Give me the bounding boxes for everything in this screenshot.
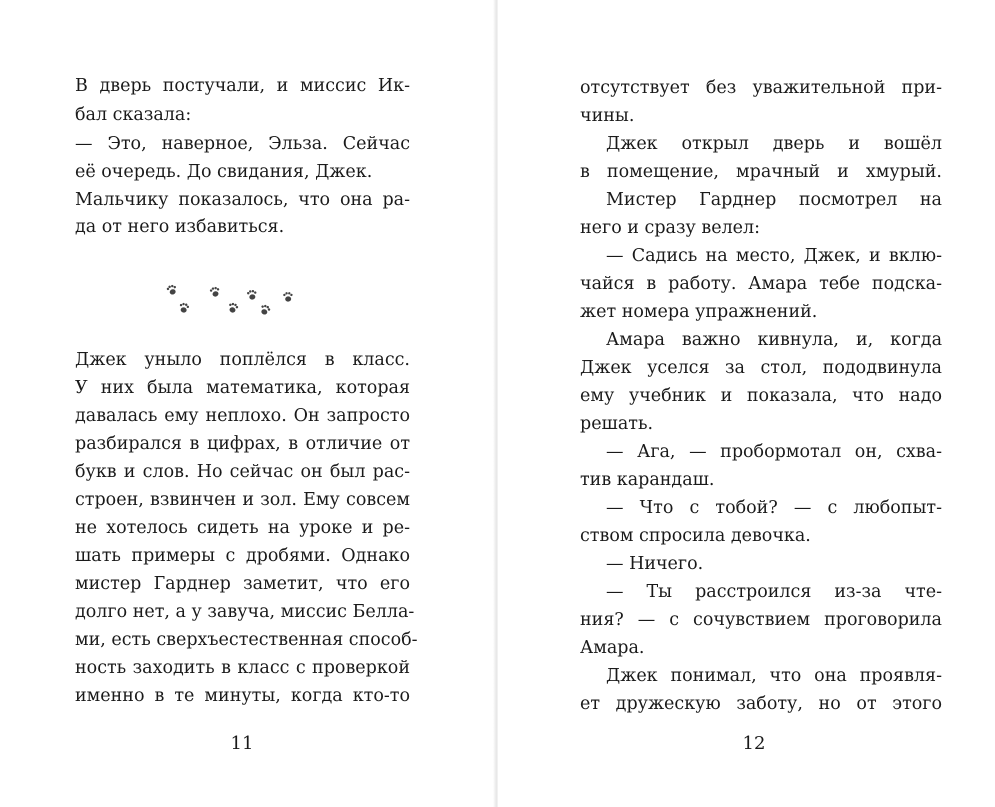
text-line: букв и слов. Но сейчас он был рас- bbox=[75, 462, 410, 482]
text-line: ством спросила девочка. bbox=[580, 526, 811, 546]
text-line: ему учебник и показала, что надо bbox=[580, 386, 942, 406]
left-page bbox=[0, 0, 497, 807]
text-line: Джек понимал, что она проявля- bbox=[606, 666, 942, 686]
text-line: него и сразу велел: bbox=[580, 218, 761, 238]
text-line: давалась ему неплохо. Он запросто bbox=[75, 406, 410, 426]
text-line: именно в те минуты, когда кто-то bbox=[75, 686, 410, 706]
text-line: в помещение, мрачный и хмурый. bbox=[580, 162, 942, 182]
text-line: У них была математика, которая bbox=[75, 378, 410, 398]
text-line: строен, взвинчен и зол. Ему совсем bbox=[75, 490, 410, 510]
text-line: Мистер Гарднер посмотрел на bbox=[606, 190, 942, 210]
text-line: — Ты расстроился из-за чте- bbox=[606, 582, 942, 602]
text-line: Джек открыл дверь и вошёл bbox=[606, 134, 942, 154]
text-line: Амара важно кивнула, и, когда bbox=[606, 330, 942, 350]
text-line: решать. bbox=[580, 414, 654, 434]
text-line: Амара. bbox=[580, 638, 645, 658]
text-line: — Ничего. bbox=[606, 554, 704, 574]
text-line: ми, есть сверхъестественная способ- bbox=[75, 630, 418, 650]
text-line: чины. bbox=[580, 106, 635, 126]
text-line: шать примеры с дробями. Однако bbox=[75, 546, 410, 566]
paw-prints-ornament bbox=[160, 280, 300, 320]
text-line: — Садись на место, Джек, и вклю- bbox=[606, 246, 942, 266]
text-line: Джек уныло поплёлся в класс. bbox=[75, 350, 410, 370]
paw-print-icon bbox=[160, 280, 300, 320]
text-line: тив карандаш. bbox=[580, 470, 715, 490]
text-line: — Это, наверное, Эльза. Сейчас bbox=[75, 134, 410, 154]
text-line: — Ага, — пробормотал он, схва- bbox=[606, 442, 942, 462]
text-line: ет дружескую заботу, но от этого bbox=[580, 694, 942, 714]
text-line: чайся в работу. Амара тебе подска- bbox=[580, 274, 942, 294]
page-number: 12 bbox=[742, 733, 766, 754]
text-line: — Что с тобой? — с любопыт- bbox=[606, 498, 942, 518]
text-line: разбирался в цифрах, в отличие от bbox=[75, 434, 410, 454]
text-line: отсутствует без уважительной при- bbox=[580, 78, 942, 98]
text-line: Джек уселся за стол, пододвинула bbox=[580, 358, 942, 378]
text-line: ность заходить в класс с проверкой bbox=[75, 658, 410, 678]
text-line: ния? — с сочувствием проговорила bbox=[580, 610, 942, 630]
text-line: её очередь. До свидания, Джек. bbox=[75, 162, 373, 182]
text-line: Мальчику показалось, что она ра- bbox=[75, 190, 410, 210]
page-number: 11 bbox=[230, 733, 254, 754]
text-line: долго нет, а у завуча, миссис Белла- bbox=[75, 602, 415, 622]
text-line: да от него избавиться. bbox=[75, 217, 285, 237]
text-line: бал сказала: bbox=[75, 105, 192, 125]
text-line: не хотелось сидеть на уроке и ре- bbox=[75, 518, 410, 538]
text-line: мистер Гарднер заметит, что его bbox=[75, 574, 410, 594]
text-line: В дверь постучали, и миссис Ик- bbox=[75, 76, 410, 96]
right-page bbox=[498, 0, 995, 807]
text-line: жет номера упражнений. bbox=[580, 302, 818, 322]
